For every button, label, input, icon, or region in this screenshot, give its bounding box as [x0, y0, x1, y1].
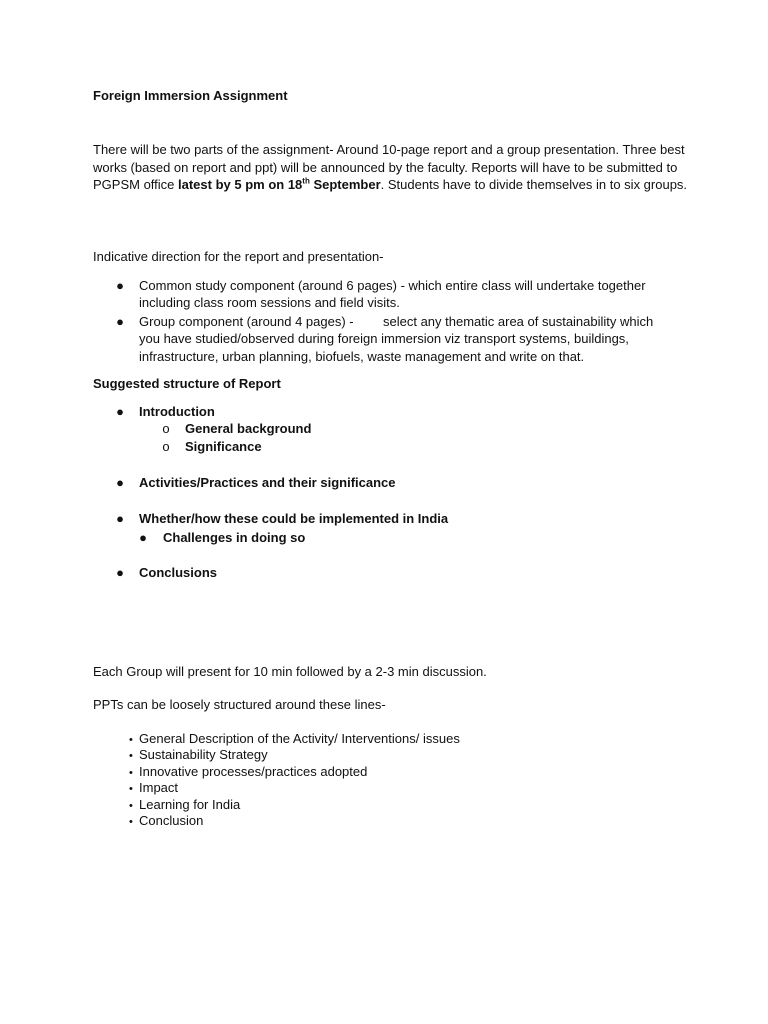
intro-text-2: . Students have to divide themselves in to six groups. [380, 177, 688, 192]
bullet-icon: ● [116, 314, 124, 329]
indicative-heading: Indicative direction for the report and presentation- [93, 249, 384, 264]
ppt-item-label: Impact [139, 780, 179, 796]
component-2-line-1a: Group component (around 4 pages) - [139, 314, 354, 329]
intro-paragraph [93, 141, 693, 194]
intro-text-1: There will be two parts of the assignment- Around 10-page report and a group presentation. Three best works (based on report and ppt) will be announced by the faculty. Reports will have to be submitted to PGPSM office [93, 142, 685, 192]
deadline-text-b: September [309, 177, 381, 192]
bullet-icon: ● [116, 404, 124, 419]
ppt-item-label: General Description of the Activity/ Interventions/ issues [139, 731, 460, 746]
ppt-list [129, 730, 460, 828]
ppt-item-label: Learning for India [139, 796, 241, 812]
list-item [129, 746, 460, 762]
bullet-icon: ● [116, 278, 124, 293]
small-bullet-icon: • [129, 783, 133, 796]
document-title: Foreign Immersion Assignment [93, 88, 288, 103]
ppt-heading: PPTs can be loosely structured around these lines- [93, 697, 386, 712]
small-bullet-icon: • [129, 815, 133, 828]
deadline-superscript: th [302, 176, 310, 186]
structure-challenges: Challenges in doing so [163, 530, 306, 545]
structure-implementation: Whether/how these could be implemented in India [139, 511, 449, 526]
ppt-item-label: Innovative processes/practices adopted [139, 763, 368, 779]
circle-bullet-icon: o [162, 439, 170, 454]
component-2-line-3: infrastructure, urban planning, biofuels, waste management and write on that. [139, 349, 585, 364]
structure-activities: Activities/Practices and their significance [139, 475, 396, 490]
small-bullet-icon: • [129, 799, 133, 812]
list-item [129, 730, 460, 746]
bullet-icon: ● [116, 511, 124, 526]
structure-general-background: General background [185, 421, 312, 436]
structure-introduction: Introduction [139, 404, 215, 419]
structure-conclusions: Conclusions [139, 565, 218, 580]
component-2-line-1b: select any thematic area of sustainability which [383, 314, 654, 329]
bullet-icon: ● [116, 565, 124, 580]
small-bullet-icon: • [129, 734, 133, 746]
structure-heading: Suggested structure of Report [93, 376, 281, 391]
structure-significance: Significance [185, 439, 262, 454]
list-item [129, 779, 460, 795]
ppt-item-label: Conclusion [139, 812, 204, 828]
circle-bullet-icon: o [162, 421, 170, 436]
small-bullet-icon: • [129, 750, 133, 763]
list-item [129, 763, 460, 779]
bullet-icon: ● [139, 530, 147, 545]
component-2-line-2: you have studied/observed during foreign immersion viz transport systems, buildings, [139, 331, 629, 346]
list-item [129, 796, 460, 812]
list-item [129, 812, 460, 828]
ppt-item-label: Sustainability Strategy [139, 747, 268, 763]
small-bullet-icon: • [129, 766, 133, 779]
component-1-line-1: Common study component (around 6 pages) - which entire class will undertake together [139, 278, 646, 293]
bullet-icon: ● [116, 475, 124, 490]
deadline-text-a: latest by 5 pm on 18 [178, 177, 303, 192]
component-1-line-2: including class room sessions and field visits. [139, 295, 400, 310]
presentation-note: Each Group will present for 10 min followed by a 2-3 min discussion. [93, 664, 487, 679]
